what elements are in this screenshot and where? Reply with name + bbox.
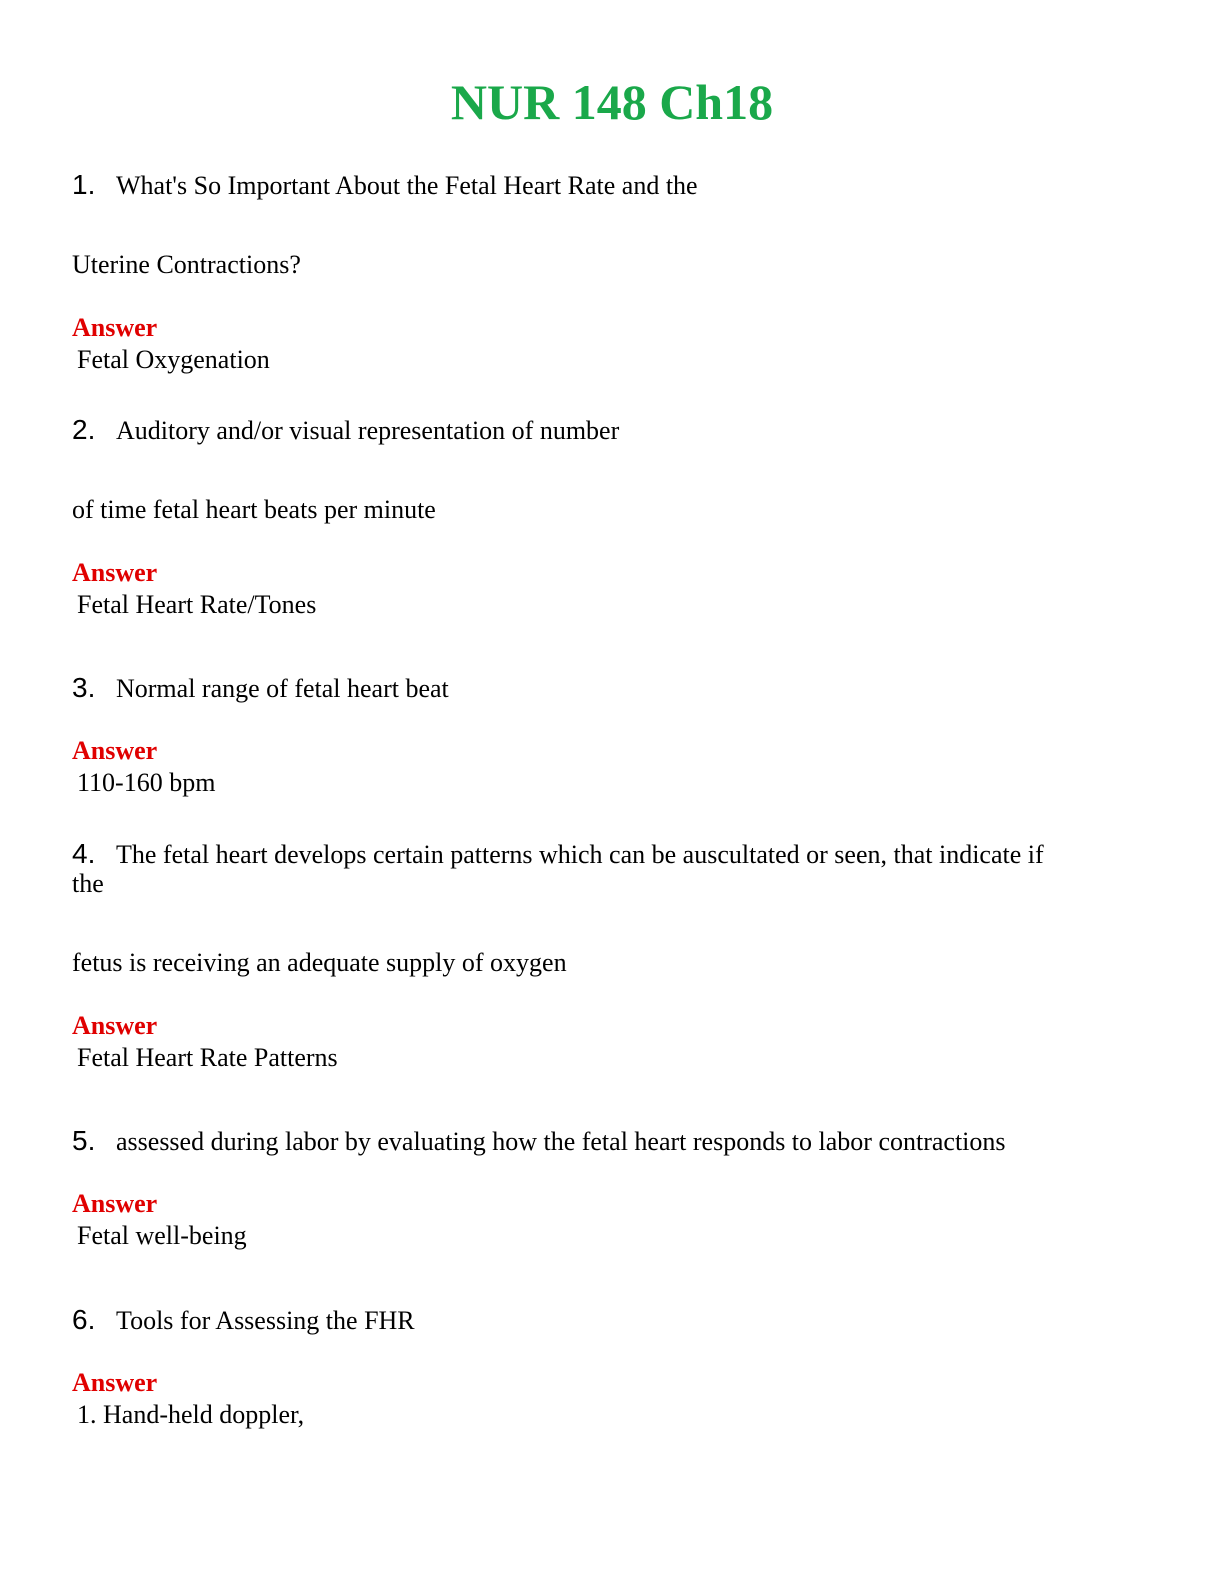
question-4: [72, 839, 1044, 870]
question-text-continued: fetus is receiving an adequate supply of oxygen: [72, 948, 567, 977]
question-text: What's So Important About the Fetal Heart Rate and the: [116, 171, 698, 200]
question-text-continued: the: [72, 869, 104, 898]
answer-text: Fetal Heart Rate Patterns: [77, 1043, 338, 1072]
answer-text: Fetal Heart Rate/Tones: [77, 590, 317, 619]
answer-label: Answer: [72, 313, 158, 342]
question-number: 5.: [72, 1125, 96, 1156]
question-text: The fetal heart develops certain patterns which can be auscultated or seen, that indicate if: [116, 840, 1044, 869]
answer-label: Answer: [72, 558, 158, 587]
question-2: [72, 415, 619, 446]
question-5: [72, 1126, 1006, 1157]
question-1: [72, 170, 698, 201]
question-number: 1.: [72, 169, 96, 200]
answer-label: Answer: [72, 1011, 158, 1040]
answer-label: Answer: [72, 736, 158, 765]
question-text: Tools for Assessing the FHR: [116, 1306, 415, 1335]
question-text: assessed during labor by evaluating how the fetal heart responds to labor contractions: [116, 1127, 1006, 1156]
answer-text: 1. Hand-held doppler,: [77, 1400, 305, 1429]
question-3: [72, 673, 449, 704]
question-number: 4.: [72, 838, 96, 869]
answer-text: 110-160 bpm: [77, 768, 216, 797]
question-text-continued: of time fetal heart beats per minute: [72, 495, 436, 524]
question-number: 6.: [72, 1304, 96, 1335]
document-title: NUR 148 Ch18: [450, 74, 774, 130]
question-text: Normal range of fetal heart beat: [116, 674, 449, 703]
answer-label: Answer: [72, 1368, 158, 1397]
question-number: 2.: [72, 414, 96, 445]
question-text: Auditory and/or visual representation of number: [116, 416, 620, 445]
answer-label: Answer: [72, 1189, 158, 1218]
question-text-continued: Uterine Contractions?: [72, 250, 301, 279]
question-number: 3.: [72, 672, 96, 703]
question-6: [72, 1305, 415, 1336]
answer-text: Fetal Oxygenation: [77, 345, 270, 374]
answer-text: Fetal well-being: [77, 1221, 247, 1250]
